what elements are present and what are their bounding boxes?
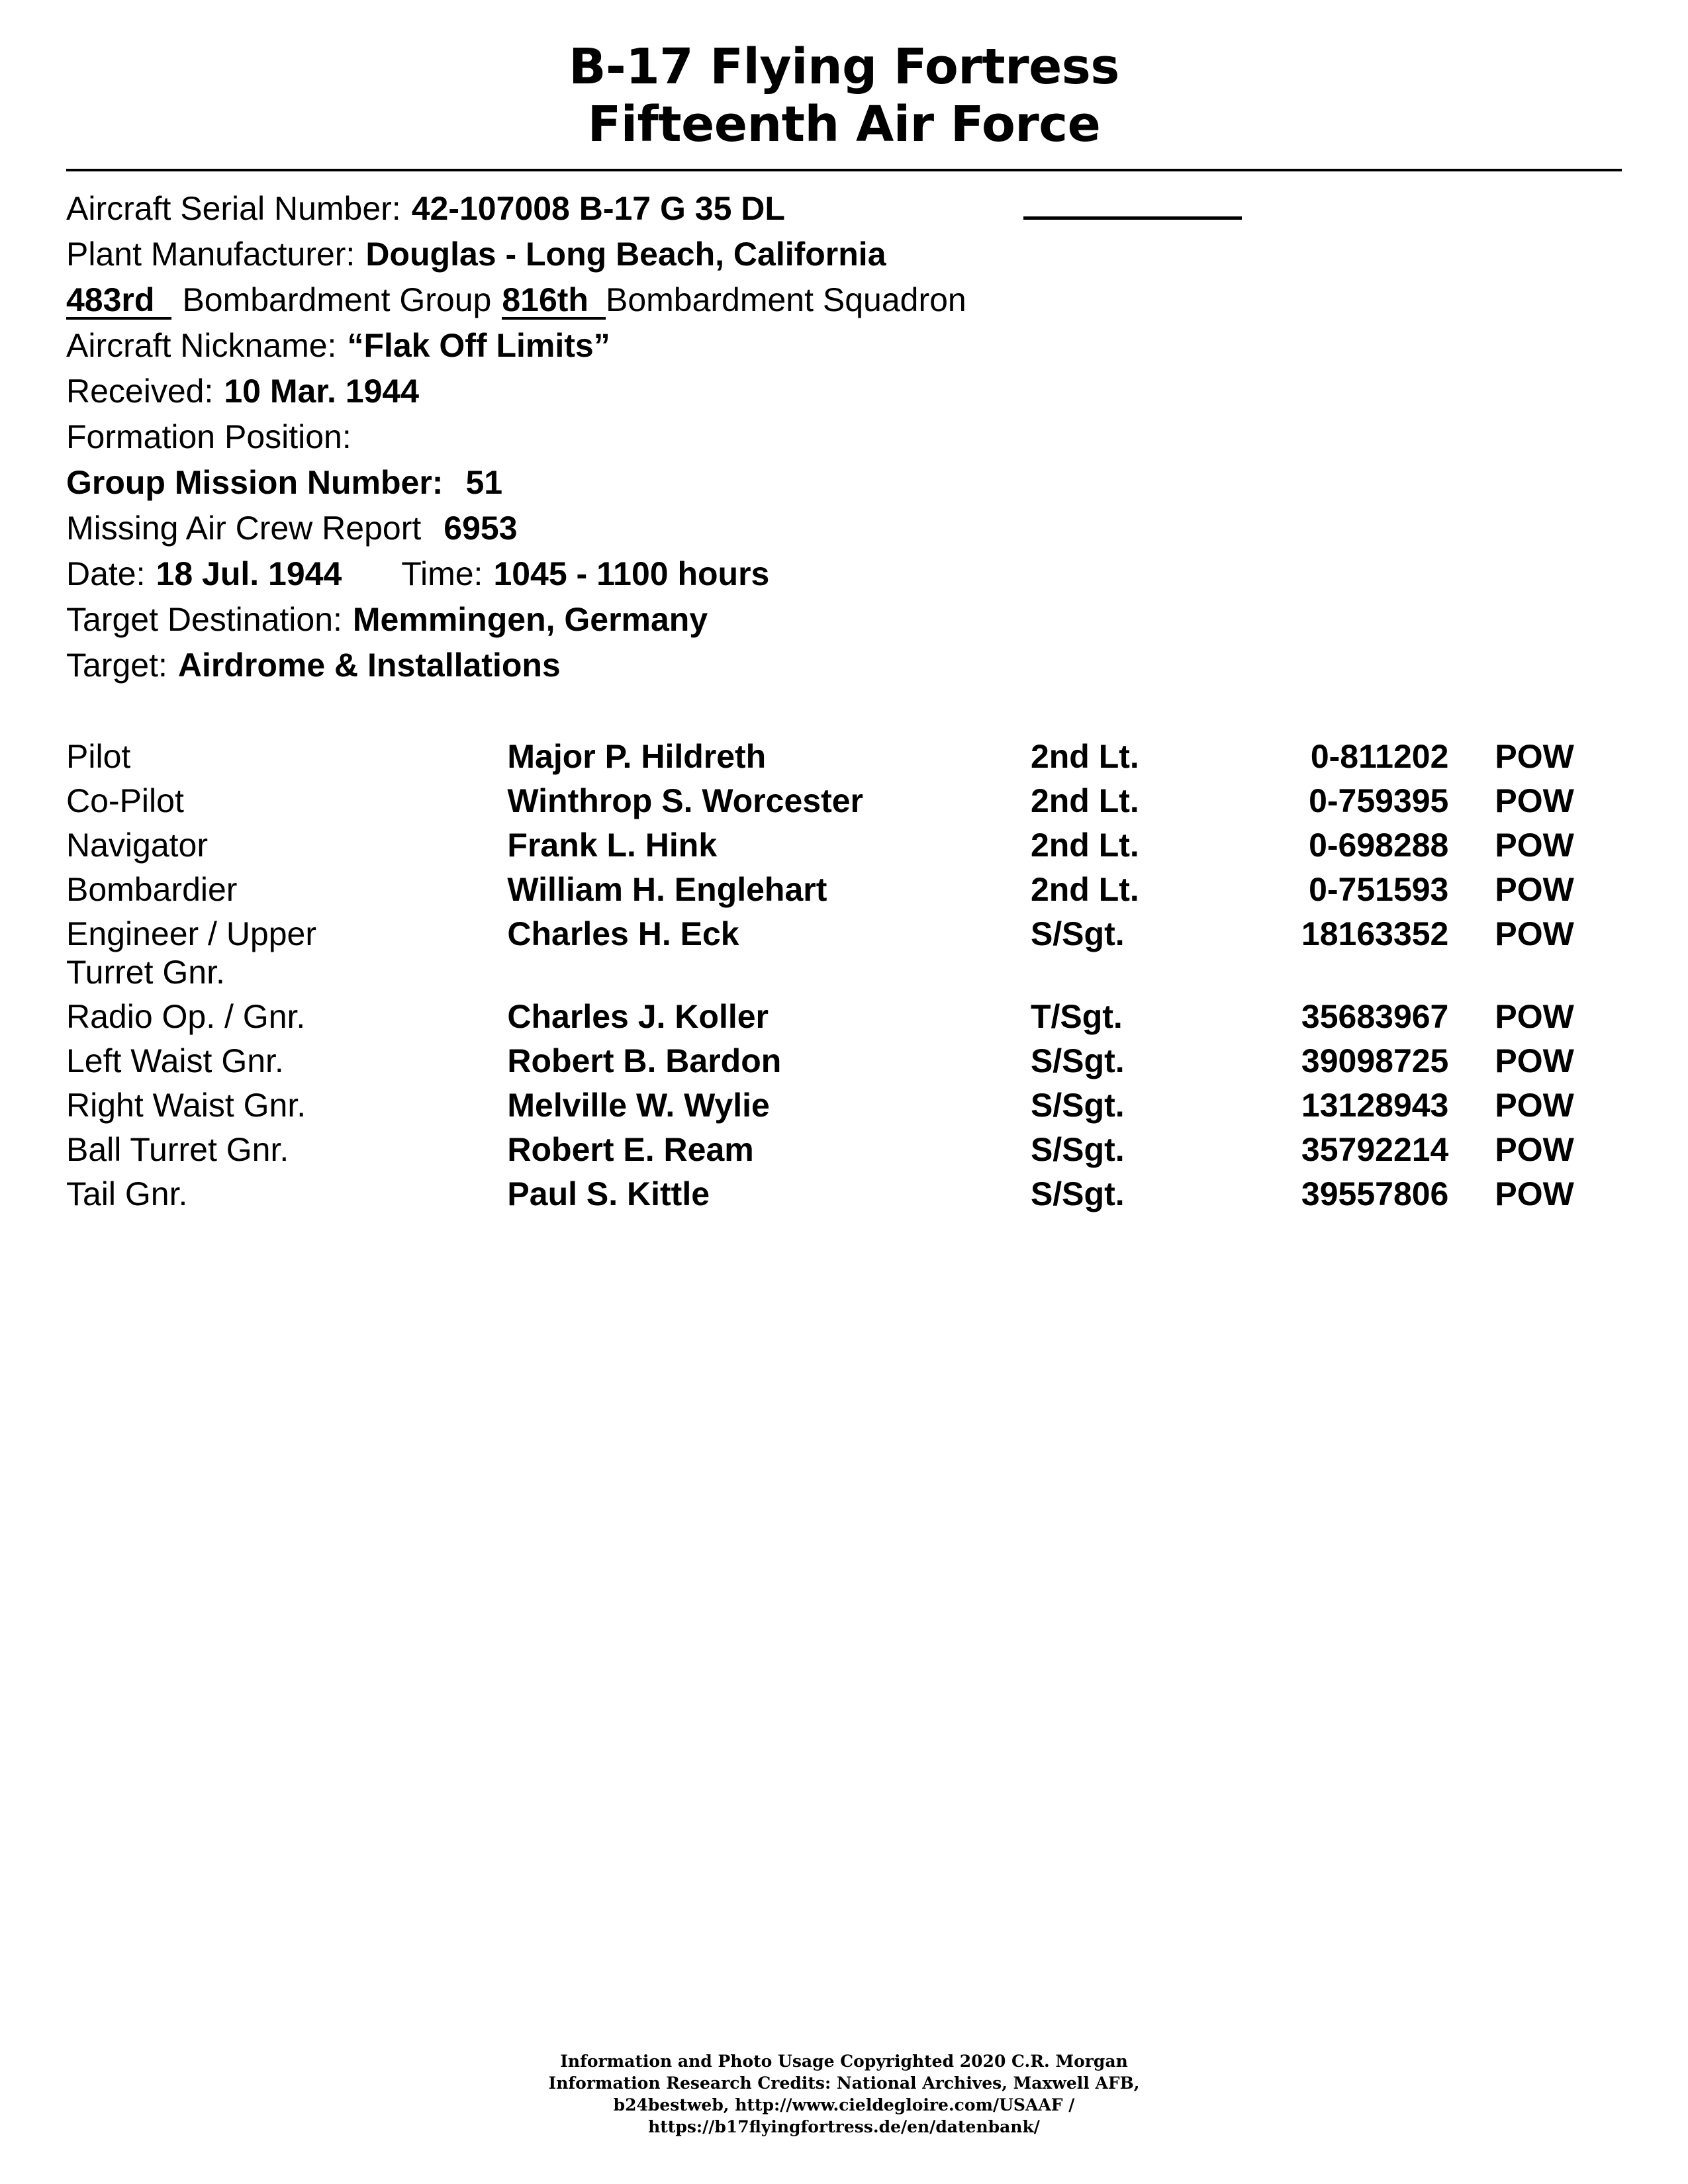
- crew-serial: 39557806: [1301, 1175, 1449, 1212]
- target-value: Airdrome & Installations: [177, 646, 561, 684]
- crew-name: Paul S. Kittle: [507, 1175, 710, 1212]
- squadron-label: Bombardment Squadron: [605, 281, 966, 318]
- crew-serial: 0-759395: [1309, 782, 1449, 819]
- footer-line-3: b24bestweb, http://www.cieldegloire.com/USAAF /: [613, 2095, 1075, 2115]
- crew-rank: 2nd Lt.: [1030, 870, 1139, 908]
- crew-serial: 0-751593: [1309, 870, 1449, 908]
- crew-role: Ball Turret Gnr.: [66, 1130, 289, 1168]
- crew-role: [66, 915, 507, 997]
- serial-row: [66, 189, 1622, 229]
- table-row: [66, 1130, 1622, 1175]
- crew-serial: 18163352: [1301, 915, 1449, 952]
- crew-status: POW: [1495, 870, 1574, 908]
- crew-role: Pilot: [66, 737, 131, 775]
- squadron-number: 816th: [502, 283, 606, 320]
- bomb-group-number: 483rd: [66, 283, 171, 320]
- crew-rank: T/Sgt.: [1030, 997, 1123, 1035]
- serial-value: 42-107008 B-17 G 35 DL: [411, 189, 785, 227]
- crew-role: Tail Gnr.: [66, 1175, 188, 1212]
- crew-name: Charles H. Eck: [507, 915, 739, 952]
- macr-row: [66, 508, 1622, 549]
- crew-serial: 0-811202: [1310, 737, 1449, 775]
- crew-table-body: [66, 737, 1622, 1219]
- crew-status: POW: [1495, 1086, 1574, 1124]
- macr-label: Missing Air Crew Report: [66, 509, 422, 547]
- crew-role: Radio Op. / Gnr.: [66, 997, 306, 1035]
- target-destination-row: [66, 600, 1622, 640]
- nickname-row: [66, 326, 1622, 366]
- group-squadron-row: [66, 280, 1622, 320]
- crew-status: POW: [1495, 1042, 1574, 1079]
- crew-role: Co-Pilot: [66, 782, 184, 819]
- aircraft-info-block: [66, 189, 1622, 686]
- crew-rank: 2nd Lt.: [1030, 737, 1139, 775]
- table-row: [66, 826, 1622, 870]
- crew-serial: 13128943: [1301, 1086, 1449, 1124]
- crew-status: POW: [1495, 782, 1574, 819]
- crew-rank: S/Sgt.: [1030, 1130, 1125, 1168]
- date-time-row: [66, 554, 1622, 594]
- table-row: [66, 1086, 1622, 1130]
- crew-role: Right Waist Gnr.: [66, 1086, 306, 1124]
- crew-role: Left Waist Gnr.: [66, 1042, 284, 1079]
- table-row: [66, 870, 1622, 915]
- crew-rank: S/Sgt.: [1030, 1086, 1125, 1124]
- crew-status: POW: [1495, 826, 1574, 864]
- table-row: [66, 1042, 1622, 1086]
- crew-status: POW: [1495, 1175, 1574, 1212]
- crew-status: POW: [1495, 997, 1574, 1035]
- crew-role-line-1: Engineer / Upper: [66, 915, 317, 952]
- table-row: [66, 1175, 1622, 1219]
- received-label: Received:: [66, 372, 214, 410]
- crew-role: Bombardier: [66, 870, 238, 908]
- bomb-group-label: Bombardment Group: [182, 281, 492, 318]
- crew-status: POW: [1495, 737, 1574, 775]
- table-row: [66, 997, 1622, 1042]
- crew-name: Frank L. Hink: [507, 826, 718, 864]
- crew-name: Robert E. Ream: [507, 1130, 754, 1168]
- crew-rank: S/Sgt.: [1030, 915, 1125, 952]
- crew-name: Melville W. Wylie: [507, 1086, 770, 1124]
- crew-name: Charles J. Koller: [507, 997, 769, 1035]
- crew-name: William H. Englehart: [507, 870, 827, 908]
- received-row: [66, 371, 1622, 412]
- crew-rank: S/Sgt.: [1030, 1175, 1125, 1212]
- target-row: [66, 645, 1622, 686]
- crew-rank: 2nd Lt.: [1030, 782, 1139, 819]
- date-value: 18 Jul. 1944: [156, 555, 342, 592]
- crew-serial: 0-698288: [1309, 826, 1449, 864]
- crew-rank: 2nd Lt.: [1030, 826, 1139, 864]
- crew-serial: 35792214: [1301, 1130, 1449, 1168]
- mission-label: Group Mission Number:: [66, 463, 444, 501]
- document-title: [66, 38, 1622, 154]
- mission-value: 51: [465, 463, 503, 501]
- target-destination-label: Target Destination:: [66, 600, 342, 638]
- crew-name: Winthrop S. Worcester: [507, 782, 863, 819]
- target-destination-value: Memmingen, Germany: [352, 600, 708, 638]
- serial-label: Aircraft Serial Number:: [66, 189, 401, 227]
- table-row: [66, 782, 1622, 826]
- time-value: 1045 - 1100 hours: [493, 555, 770, 592]
- title-line-2: Fifteenth Air Force: [587, 96, 1101, 154]
- table-row: [66, 737, 1622, 782]
- document-footer: [0, 2050, 1688, 2138]
- title-divider: [66, 169, 1622, 171]
- nickname-value: “Flak Off Limits”: [347, 326, 610, 364]
- footer-line-2: Information Research Credits: National Archives, Maxwell AFB,: [548, 2073, 1140, 2093]
- crew-serial: 39098725: [1301, 1042, 1449, 1079]
- crew-rank: S/Sgt.: [1030, 1042, 1125, 1079]
- crew-role-line-2: Turret Gnr.: [66, 953, 225, 991]
- crew-serial: 35683967: [1301, 997, 1449, 1035]
- crew-status: POW: [1495, 1130, 1574, 1168]
- target-label: Target:: [66, 646, 167, 684]
- footer-line-4: https://b17flyingfortress.de/en/datenbank/: [648, 2117, 1040, 2136]
- received-value: 10 Mar. 1944: [224, 372, 420, 410]
- crew-role: Navigator: [66, 826, 208, 864]
- formation-label: Formation Position:: [66, 418, 352, 455]
- title-line-1: B-17 Flying Fortress: [569, 38, 1119, 95]
- macr-value: 6953: [444, 509, 518, 547]
- crew-status: POW: [1495, 915, 1574, 952]
- manufacturer-label: Plant Manufacturer:: [66, 235, 355, 273]
- nickname-label: Aircraft Nickname:: [66, 326, 337, 364]
- crew-table: [66, 737, 1622, 1219]
- formation-row: [66, 417, 1622, 457]
- manufacturer-row: [66, 234, 1622, 275]
- crew-name: Robert B. Bardon: [507, 1042, 782, 1079]
- mission-number-row: [66, 463, 1622, 503]
- date-label: Date:: [66, 555, 146, 592]
- footer-line-1: Information and Photo Usage Copyrighted 2020 C.R. Morgan: [560, 2052, 1128, 2071]
- serial-blank-line: [1023, 191, 1242, 220]
- manufacturer-value: Douglas - Long Beach, California: [365, 235, 886, 273]
- table-row: [66, 915, 1622, 997]
- crew-name: Major P. Hildreth: [507, 737, 767, 775]
- time-label: Time:: [401, 555, 483, 592]
